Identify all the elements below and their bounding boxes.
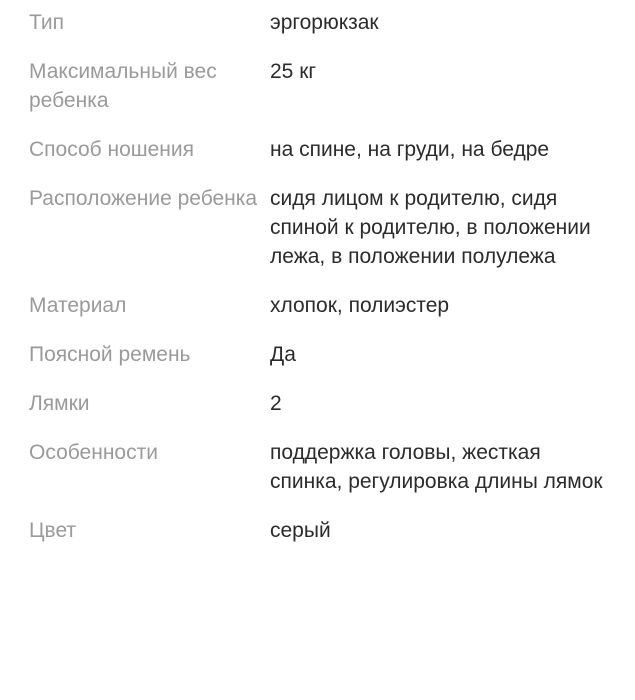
spec-label: Лямки: [29, 392, 90, 415]
spec-value: 2: [270, 392, 282, 415]
spec-value: 25 кг: [270, 60, 317, 83]
spec-value: на спине, на груди, на бедре: [270, 138, 550, 161]
table-row: [0, 135, 635, 164]
spec-label: Особенности: [29, 441, 158, 464]
spec-label: Материал: [29, 294, 127, 317]
table-row: [0, 8, 635, 37]
spec-value: серый: [270, 519, 331, 542]
spec-label: Тип: [29, 11, 65, 34]
spec-value: поддержка головы, жесткая спинка, регулировка длины лямок: [270, 441, 603, 493]
table-row: [0, 438, 635, 496]
table-row: [0, 516, 635, 545]
spec-label: Поясной ремень: [29, 343, 191, 366]
table-row: [0, 57, 635, 115]
table-row: [0, 389, 635, 418]
spec-label: Расположение ребенка: [29, 187, 258, 210]
table-row: [0, 340, 635, 369]
table-row: [0, 291, 635, 320]
spec-value: сидя лицом к родителю, сидя спиной к родителю, в положении лежа, в положении полулежа: [270, 187, 591, 268]
spec-value: Да: [270, 343, 296, 366]
spec-label: Способ ношения: [29, 138, 194, 161]
spec-label: Максимальный вес ребенка: [29, 60, 217, 112]
spec-value: хлопок, полиэстер: [270, 294, 450, 317]
spec-label: Цвет: [29, 519, 77, 542]
table-row: [0, 184, 635, 271]
spec-value: эргорюкзак: [270, 11, 379, 34]
